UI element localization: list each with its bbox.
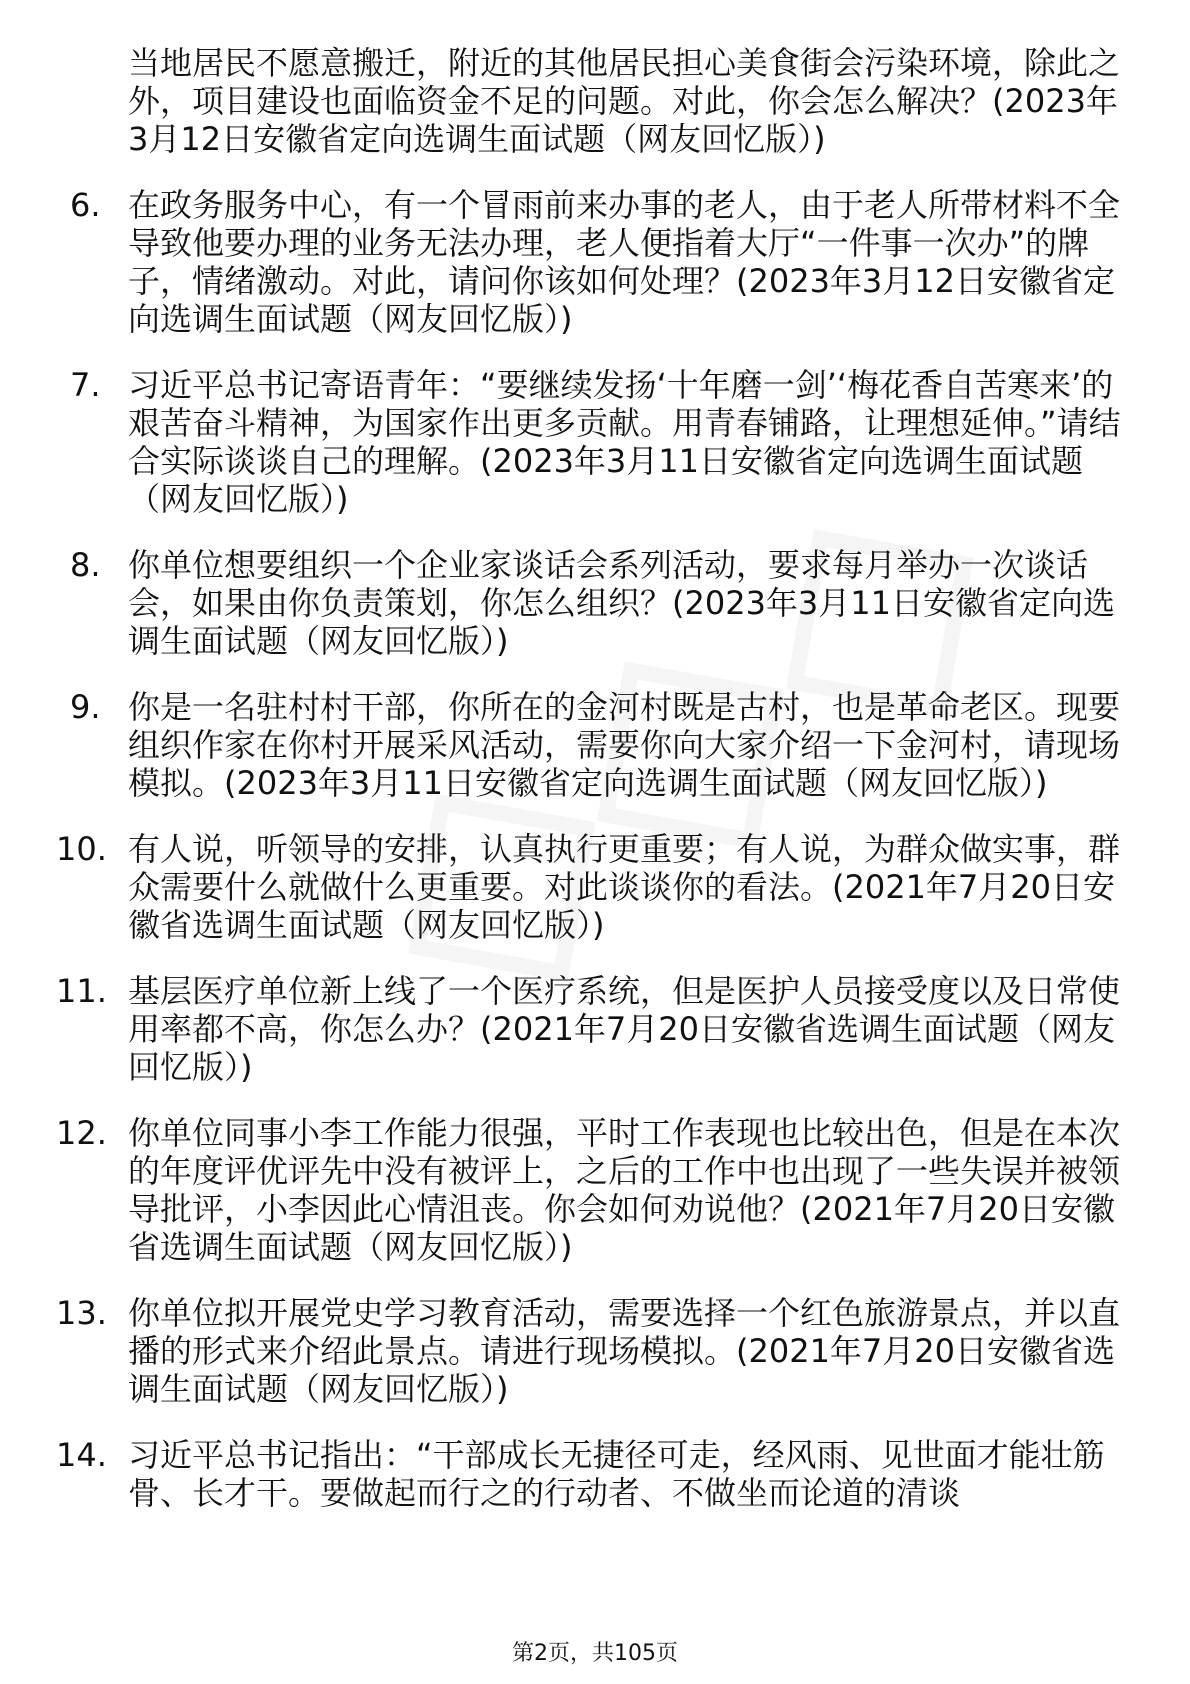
question-number: 7. <box>70 366 101 404</box>
question-item <box>56 972 1130 1086</box>
question-number: 6. <box>70 186 101 224</box>
question-number: 13. <box>56 1294 107 1332</box>
page-footer: 第2页，共105页 <box>512 1641 678 1666</box>
question-number: 8. <box>70 546 101 584</box>
question-text: 你单位同事小李工作能力很强，平时工作表现也比较出色，但是在本次的年度评优评先中没有被评上，之后的工作中也出现了一些失误并被领导批评，小李因此心情沮丧。你会如何劝说他？(2021年7月20日安徽省选调生面试题（网友回忆版）) <box>128 1114 1121 1266</box>
question-item <box>70 186 1130 338</box>
question-number: 10. <box>56 830 107 868</box>
question-text: 在政务服务中心，有一个冒雨前来办事的老人，由于老人所带材料不全导致他要办理的业务无法办理，老人便指着大厅“一件事一次办”的牌子，情绪激动。对此，请问你该如何处理？(2023年3月12日安徽省定向选调生面试题（网友回忆版）) <box>128 186 1121 338</box>
question-text: 你是一名驻村村干部，你所在的金河村既是古村，也是革命老区。现要组织作家在你村开展采风活动，需要你向大家介绍一下金河村，请现场模拟。(2023年3月11日安徽省定向选调生面试题（网友回忆版）) <box>128 688 1121 802</box>
question-number: 14. <box>56 1436 107 1474</box>
question-text: 基层医疗单位新上线了一个医疗系统，但是医护人员接受度以及日常使用率都不高，你怎么办？(2021年7月20日安徽省选调生面试题（网友回忆版）) <box>128 972 1121 1086</box>
question-continuation: 当地居民不愿意搬迁，附近的其他居民担心美食街会污染环境，除此之外，项目建设也面临资金不足的问题。对此，你会怎么解决？(2023年3月12日安徽省定向选调生面试题（网友回忆版）) <box>128 44 1121 158</box>
question-text: 你单位想要组织一个企业家谈话会系列活动，要求每月举办一次谈话会，如果由你负责策划，你怎么组织？(2023年3月11日安徽省定向选调生面试题（网友回忆版）) <box>128 546 1116 660</box>
question-item <box>56 830 1130 944</box>
question-text: 你单位拟开展党史学习教育活动，需要选择一个红色旅游景点，并以直播的形式来介绍此景点。请进行现场模拟。(2021年7月20日安徽省选调生面试题（网友回忆版）) <box>128 1294 1121 1408</box>
question-item <box>56 1294 1130 1408</box>
question-number: 9. <box>70 688 101 726</box>
question-number: 11. <box>56 972 107 1010</box>
question-item <box>70 546 1130 660</box>
question-item <box>56 1114 1130 1266</box>
question-text: 有人说，听领导的安排，认真执行更重要；有人说，为群众做实事，群众需要什么就做什么更重要。对此谈谈你的看法。(2021年7月20日安徽省选调生面试题（网友回忆版）) <box>128 830 1121 944</box>
question-item <box>70 688 1130 802</box>
question-text: 习近平总书记指出：“干部成长无捷径可走，经风雨、见世面才能壮筋骨、长才干。要做起而行之的行动者、不做坐而论道的清谈 <box>128 1436 1105 1512</box>
question-item <box>70 366 1130 518</box>
question-number: 12. <box>56 1114 107 1152</box>
question-item <box>56 1436 1130 1512</box>
question-list <box>56 44 1130 1540</box>
question-text: 习近平总书记寄语青年：“要继续发扬‘十年磨一剑’‘梅花香自苦寒来’的艰苦奋斗精神，为国家作出更多贡献。用青春铺路，让理想延伸。”请结合实际谈谈自己的理解。(2023年3月11日安徽省定向选调生面试题（网友回忆版）) <box>128 366 1121 518</box>
